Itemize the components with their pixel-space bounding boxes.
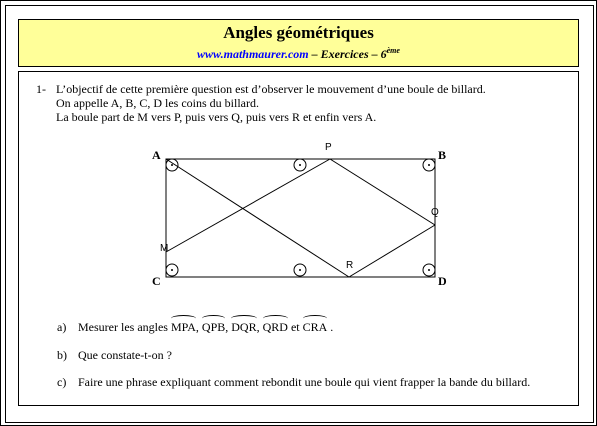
- grade-superscript: ème: [386, 46, 400, 55]
- question-line-3: La boule part de M vers P, puis vers Q, puis vers R et enfin vers A.: [56, 110, 377, 124]
- angle-dot-a: [171, 164, 173, 166]
- subquestion-c-text: Faire une phrase expliquant comment rebondit une boule qui vient frapper la bande du billard.: [78, 375, 531, 389]
- angle-dot-r: [299, 269, 301, 271]
- path-r-a: [166, 159, 349, 277]
- question-line-1: L’objectif de cette première question est d’observer le mouvement d’une boule de billard.: [56, 82, 486, 96]
- angle-qrd: QRD: [262, 320, 288, 334]
- path-m-p: [166, 159, 330, 252]
- corner-label-d: D: [438, 274, 447, 288]
- angle-dot-d: [428, 269, 430, 271]
- subquestion-b-label: b): [57, 348, 67, 362]
- point-label-p: P: [325, 142, 332, 153]
- subquestion-b-text: Que constate-t-on ?: [78, 348, 172, 362]
- subquestion-a-prefix: Mesurer les angles: [78, 320, 171, 334]
- subtitle-text: – Exercices – 6: [308, 47, 387, 61]
- page-subtitle: [19, 43, 578, 62]
- sep-3: ,: [256, 320, 263, 334]
- point-label-r: R: [346, 260, 354, 271]
- angle-dqr: DQR: [231, 320, 257, 334]
- sep-and: et: [287, 320, 303, 334]
- subquestion-b: [57, 348, 172, 363]
- header-box: [18, 19, 579, 67]
- sep-2: ,: [225, 320, 232, 334]
- subquestion-a: [57, 318, 333, 335]
- angle-dot-p: [299, 164, 301, 166]
- question-line-2: On appelle A, B, C, D les coins du billard.: [56, 96, 259, 110]
- angle-dot-b: [428, 164, 430, 166]
- angle-qpb: QPB: [201, 320, 226, 334]
- corner-label-b: B: [438, 148, 447, 162]
- corner-label-a: A: [152, 148, 161, 162]
- angle-cra: CRA: [302, 320, 328, 334]
- path-p-q: [330, 159, 435, 225]
- subquestion-a-label: a): [57, 320, 67, 334]
- site-link[interactable]: www.mathmaurer.com: [197, 47, 309, 61]
- corner-label-c: C: [152, 274, 161, 288]
- exercise-box: [18, 71, 579, 406]
- point-label-q: Q: [431, 207, 439, 218]
- question-number: 1-: [36, 82, 46, 96]
- angle-dot-c: [171, 269, 173, 271]
- page-title: Angles géométriques: [223, 23, 374, 42]
- subquestion-c-label: c): [57, 375, 67, 389]
- sep-1: ,: [195, 320, 202, 334]
- point-label-m: M: [160, 243, 169, 254]
- subquestion-a-end: .: [327, 320, 334, 334]
- subquestion-c: [57, 375, 530, 390]
- billiard-table: [166, 159, 435, 277]
- path-q-r: [349, 225, 435, 277]
- angle-mpa: MPA: [170, 320, 196, 334]
